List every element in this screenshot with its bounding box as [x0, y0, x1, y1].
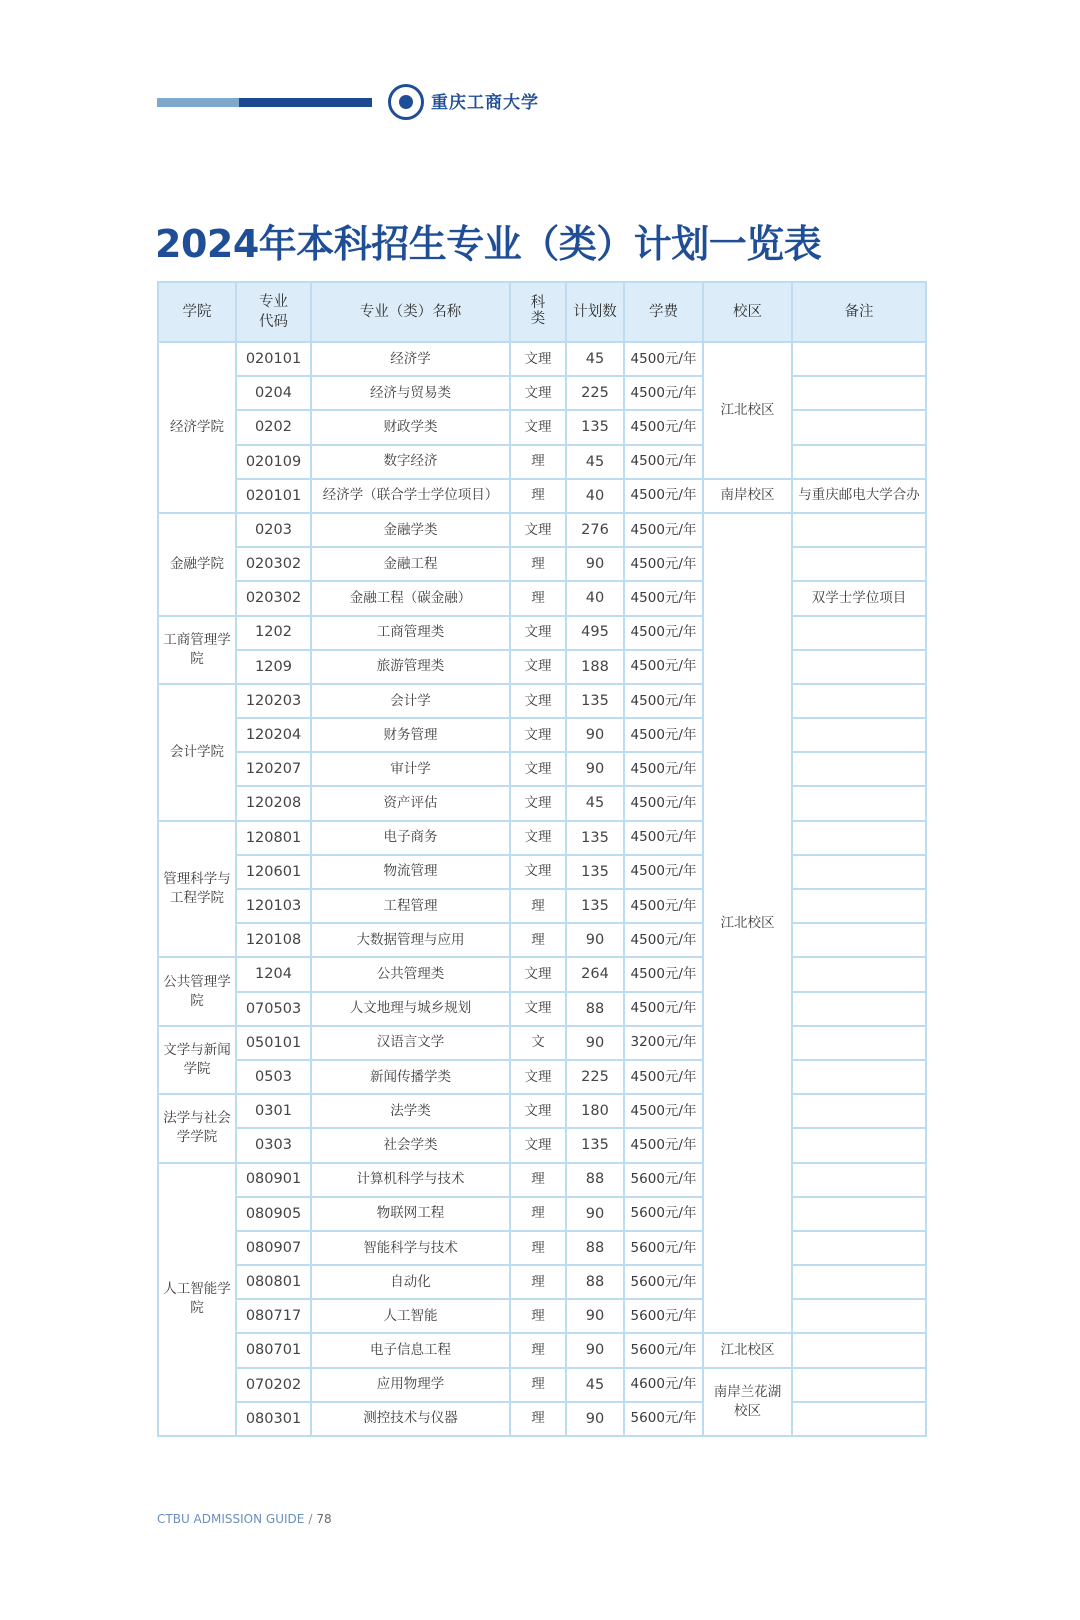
- major-name-cell: 旅游管理类: [311, 650, 510, 684]
- campus-cell: 江北校区: [703, 513, 792, 1334]
- note-cell: [792, 1060, 926, 1094]
- subject-type-cell: 文理: [510, 992, 566, 1026]
- table-row: [158, 410, 926, 444]
- tuition-cell: 4500元/年: [624, 581, 703, 615]
- subject-type-cell: 理: [510, 1368, 566, 1402]
- major-name-cell: 大数据管理与应用: [311, 923, 510, 957]
- table-row: [158, 1368, 926, 1402]
- major-code-cell: 120204: [236, 718, 311, 752]
- major-name-cell: 人工智能: [311, 1299, 510, 1333]
- major-code-cell: 120208: [236, 786, 311, 820]
- table-row: [158, 786, 926, 820]
- campus-cell: 南岸兰花湖校区: [703, 1368, 792, 1436]
- subject-type-cell: 文理: [510, 821, 566, 855]
- major-code-cell: 1204: [236, 957, 311, 991]
- table-row: [158, 718, 926, 752]
- tuition-cell: 5600元/年: [624, 1231, 703, 1265]
- major-name-cell: 物流管理: [311, 855, 510, 889]
- subject-type-cell: 文理: [510, 650, 566, 684]
- table-row: [158, 1299, 926, 1333]
- table-row: [158, 1094, 926, 1128]
- note-cell: [792, 718, 926, 752]
- major-name-cell: 工商管理类: [311, 616, 510, 650]
- subject-type-cell: 理: [510, 1197, 566, 1231]
- major-name-cell: 汉语言文学: [311, 1026, 510, 1060]
- table-row: [158, 1163, 926, 1197]
- major-name-cell: 法学类: [311, 1094, 510, 1128]
- major-code-cell: 120108: [236, 923, 311, 957]
- college-cell: 经济学院: [158, 342, 236, 513]
- plan-count-cell: 88: [566, 1163, 624, 1197]
- major-name-cell: 资产评估: [311, 786, 510, 820]
- table-row: [158, 1333, 926, 1367]
- tuition-cell: 4500元/年: [624, 410, 703, 444]
- col-header-fee: 学费: [624, 282, 703, 342]
- col-header-plan: 计划数: [566, 282, 624, 342]
- major-code-cell: 0204: [236, 376, 311, 410]
- college-cell: 工商管理学院: [158, 616, 236, 684]
- tuition-cell: 5600元/年: [624, 1402, 703, 1436]
- subject-type-cell: 理: [510, 1333, 566, 1367]
- subject-type-cell: 文理: [510, 342, 566, 376]
- tuition-cell: 4500元/年: [624, 821, 703, 855]
- tuition-cell: 4500元/年: [624, 684, 703, 718]
- subject-type-cell: 理: [510, 1265, 566, 1299]
- subject-type-cell: 理: [510, 1163, 566, 1197]
- major-name-cell: 工程管理: [311, 889, 510, 923]
- table-row: [158, 376, 926, 410]
- note-cell: [792, 1402, 926, 1436]
- major-name-cell: 金融工程: [311, 547, 510, 581]
- major-name-cell: 公共管理类: [311, 957, 510, 991]
- subject-type-cell: 文理: [510, 513, 566, 547]
- college-cell: 法学与社会学学院: [158, 1094, 236, 1162]
- college-cell: 人工智能学院: [158, 1163, 236, 1437]
- major-name-cell: 会计学: [311, 684, 510, 718]
- major-name-cell: 自动化: [311, 1265, 510, 1299]
- plan-count-cell: 40: [566, 581, 624, 615]
- subject-type-cell: 文理: [510, 1060, 566, 1094]
- major-code-cell: 050101: [236, 1026, 311, 1060]
- table-row: [158, 992, 926, 1026]
- major-code-cell: 1209: [236, 650, 311, 684]
- table-row: [158, 445, 926, 479]
- major-code-cell: 0303: [236, 1128, 311, 1162]
- footer-guide: CTBU ADMISSION GUIDE: [157, 1512, 305, 1526]
- table-row: [158, 821, 926, 855]
- subject-type-cell: 理: [510, 581, 566, 615]
- table-row: [158, 1197, 926, 1231]
- table-row: [158, 684, 926, 718]
- note-cell: [792, 1197, 926, 1231]
- note-cell: 双学士学位项目: [792, 581, 926, 615]
- major-code-cell: 080905: [236, 1197, 311, 1231]
- major-code-cell: 080717: [236, 1299, 311, 1333]
- plan-count-cell: 90: [566, 752, 624, 786]
- plan-count-cell: 135: [566, 684, 624, 718]
- plan-count-cell: 45: [566, 342, 624, 376]
- note-cell: [792, 855, 926, 889]
- table-row: [158, 1265, 926, 1299]
- table-row: [158, 957, 926, 991]
- tuition-cell: 4500元/年: [624, 547, 703, 581]
- subject-type-cell: 文理: [510, 410, 566, 444]
- campus-cell: 江北校区: [703, 1333, 792, 1367]
- table-row: [158, 479, 926, 513]
- tuition-cell: 4500元/年: [624, 445, 703, 479]
- subject-type-cell: 文理: [510, 855, 566, 889]
- major-name-cell: 经济与贸易类: [311, 376, 510, 410]
- tuition-cell: 4500元/年: [624, 650, 703, 684]
- table-row: [158, 1231, 926, 1265]
- plan-count-cell: 135: [566, 889, 624, 923]
- col-header-campus: 校区: [703, 282, 792, 342]
- note-cell: [792, 923, 926, 957]
- page-number: 78: [316, 1512, 332, 1526]
- table-row: [158, 1402, 926, 1436]
- plan-count-cell: 90: [566, 1299, 624, 1333]
- col-header-major: 专业（类）名称: [311, 282, 510, 342]
- tuition-cell: 4500元/年: [624, 376, 703, 410]
- subject-type-cell: 理: [510, 923, 566, 957]
- col-header-college: 学院: [158, 282, 236, 342]
- table-row: [158, 581, 926, 615]
- college-cell: 会计学院: [158, 684, 236, 821]
- campus-cell: 南岸校区: [703, 479, 792, 513]
- note-cell: [792, 1094, 926, 1128]
- plan-count-cell: 225: [566, 1060, 624, 1094]
- plan-count-cell: 90: [566, 1197, 624, 1231]
- major-name-cell: 智能科学与技术: [311, 1231, 510, 1265]
- table-row: [158, 616, 926, 650]
- major-code-cell: 1202: [236, 616, 311, 650]
- major-name-cell: 社会学类: [311, 1128, 510, 1162]
- university-logo: [388, 84, 539, 122]
- table-row: [158, 923, 926, 957]
- note-cell: [792, 1333, 926, 1367]
- plan-count-cell: 45: [566, 1368, 624, 1402]
- note-cell: [792, 1368, 926, 1402]
- note-cell: [792, 547, 926, 581]
- major-name-cell: 审计学: [311, 752, 510, 786]
- table-row: [158, 1128, 926, 1162]
- college-cell: 文学与新闻学院: [158, 1026, 236, 1094]
- major-name-cell: 数字经济: [311, 445, 510, 479]
- note-cell: [792, 513, 926, 547]
- col-header-type: [510, 282, 566, 342]
- subject-type-cell: 文理: [510, 957, 566, 991]
- major-code-cell: 020101: [236, 342, 311, 376]
- college-cell: 管理科学与工程学院: [158, 821, 236, 958]
- subject-type-cell: 文理: [510, 1128, 566, 1162]
- table-row: [158, 855, 926, 889]
- plan-count-cell: 90: [566, 1333, 624, 1367]
- table-row: [158, 1060, 926, 1094]
- college-cell: 公共管理学院: [158, 957, 236, 1025]
- major-name-cell: 应用物理学: [311, 1368, 510, 1402]
- table-row: [158, 342, 926, 376]
- campus-cell: 江北校区: [703, 342, 792, 479]
- major-code-cell: 0202: [236, 410, 311, 444]
- tuition-cell: 4500元/年: [624, 1094, 703, 1128]
- subject-type-cell: 文理: [510, 1094, 566, 1128]
- plan-count-cell: 264: [566, 957, 624, 991]
- note-cell: [792, 650, 926, 684]
- tuition-cell: 5600元/年: [624, 1265, 703, 1299]
- major-code-cell: 020302: [236, 581, 311, 615]
- tuition-cell: 4500元/年: [624, 957, 703, 991]
- tuition-cell: 5600元/年: [624, 1197, 703, 1231]
- tuition-cell: 4500元/年: [624, 889, 703, 923]
- table-header-row: [158, 282, 926, 342]
- tuition-cell: 4500元/年: [624, 752, 703, 786]
- major-name-cell: 金融工程（碳金融）: [311, 581, 510, 615]
- subject-type-cell: 文: [510, 1026, 566, 1060]
- note-cell: [792, 1163, 926, 1197]
- table-row: [158, 650, 926, 684]
- note-cell: [792, 957, 926, 991]
- note-cell: [792, 1299, 926, 1333]
- logo-text: 重庆工商大学: [431, 93, 539, 113]
- major-code-cell: 020109: [236, 445, 311, 479]
- plan-count-cell: 225: [566, 376, 624, 410]
- major-code-cell: 120203: [236, 684, 311, 718]
- subject-type-cell: 理: [510, 1299, 566, 1333]
- major-code-cell: 020101: [236, 479, 311, 513]
- subject-type-cell: 理: [510, 445, 566, 479]
- tuition-cell: 4500元/年: [624, 342, 703, 376]
- major-name-cell: 人文地理与城乡规划: [311, 992, 510, 1026]
- note-cell: [792, 410, 926, 444]
- major-name-cell: 物联网工程: [311, 1197, 510, 1231]
- plan-count-cell: 90: [566, 1026, 624, 1060]
- tuition-cell: 4500元/年: [624, 513, 703, 547]
- table-row: [158, 752, 926, 786]
- tuition-cell: 4500元/年: [624, 1128, 703, 1162]
- major-code-cell: 0301: [236, 1094, 311, 1128]
- note-cell: [792, 889, 926, 923]
- plan-count-cell: 180: [566, 1094, 624, 1128]
- col-header-code: [236, 282, 311, 342]
- major-name-cell: 测控技术与仪器: [311, 1402, 510, 1436]
- note-cell: [792, 1128, 926, 1162]
- page-title: 2024年本科招生专业（类）计划一览表: [155, 222, 822, 266]
- major-code-cell: 080701: [236, 1333, 311, 1367]
- major-name-cell: 计算机科学与技术: [311, 1163, 510, 1197]
- subject-type-cell: 理: [510, 479, 566, 513]
- table-row: [158, 889, 926, 923]
- plan-count-cell: 45: [566, 445, 624, 479]
- major-code-cell: 080907: [236, 1231, 311, 1265]
- major-code-cell: 120103: [236, 889, 311, 923]
- table-row: [158, 1026, 926, 1060]
- major-code-cell: 120207: [236, 752, 311, 786]
- header-bar-light: [157, 98, 239, 107]
- major-name-cell: 金融学类: [311, 513, 510, 547]
- major-code-cell: 0203: [236, 513, 311, 547]
- note-cell: [792, 821, 926, 855]
- plan-count-cell: 88: [566, 1231, 624, 1265]
- major-code-cell: 070503: [236, 992, 311, 1026]
- subject-type-cell: 文理: [510, 786, 566, 820]
- header-bar-dark: [239, 98, 372, 107]
- plan-count-cell: 135: [566, 855, 624, 889]
- admission-plan-table-wrap: [157, 281, 925, 1437]
- subject-type-cell: 文理: [510, 684, 566, 718]
- note-cell: [792, 1265, 926, 1299]
- tuition-cell: 4500元/年: [624, 855, 703, 889]
- major-name-cell: 电子信息工程: [311, 1333, 510, 1367]
- footer: [157, 1512, 332, 1526]
- table-row: [158, 547, 926, 581]
- note-cell: [792, 445, 926, 479]
- major-code-cell: 070202: [236, 1368, 311, 1402]
- tuition-cell: 5600元/年: [624, 1333, 703, 1367]
- major-name-cell: 财务管理: [311, 718, 510, 752]
- tuition-cell: 4500元/年: [624, 786, 703, 820]
- plan-count-cell: 88: [566, 992, 624, 1026]
- plan-count-cell: 188: [566, 650, 624, 684]
- plan-count-cell: 135: [566, 410, 624, 444]
- plan-count-cell: 90: [566, 923, 624, 957]
- tuition-cell: 5600元/年: [624, 1299, 703, 1333]
- plan-count-cell: 90: [566, 547, 624, 581]
- tuition-cell: 4500元/年: [624, 616, 703, 650]
- plan-count-cell: 90: [566, 1402, 624, 1436]
- note-cell: [792, 786, 926, 820]
- subject-type-cell: 理: [510, 1231, 566, 1265]
- note-cell: [792, 752, 926, 786]
- footer-separator: /: [308, 1512, 313, 1526]
- note-cell: [792, 1231, 926, 1265]
- col-header-type-text: 科类: [530, 294, 546, 328]
- tuition-cell: 4500元/年: [624, 479, 703, 513]
- plan-count-cell: 495: [566, 616, 624, 650]
- table-body: [158, 342, 926, 1436]
- tuition-cell: 4500元/年: [624, 1060, 703, 1094]
- note-cell: [792, 1026, 926, 1060]
- plan-count-cell: 88: [566, 1265, 624, 1299]
- subject-type-cell: 理: [510, 547, 566, 581]
- college-cell: 金融学院: [158, 513, 236, 616]
- col-header-code-text: 专业代码: [259, 293, 288, 330]
- tuition-cell: 3200元/年: [624, 1026, 703, 1060]
- plan-count-cell: 276: [566, 513, 624, 547]
- tuition-cell: 4500元/年: [624, 992, 703, 1026]
- plan-count-cell: 45: [566, 786, 624, 820]
- admission-plan-table: [157, 281, 927, 1437]
- major-name-cell: 财政学类: [311, 410, 510, 444]
- tuition-cell: 4500元/年: [624, 718, 703, 752]
- note-cell: [792, 342, 926, 376]
- note-cell: [792, 992, 926, 1026]
- major-code-cell: 120801: [236, 821, 311, 855]
- subject-type-cell: 理: [510, 1402, 566, 1436]
- note-cell: 与重庆邮电大学合办: [792, 479, 926, 513]
- note-cell: [792, 376, 926, 410]
- major-name-cell: 新闻传播学类: [311, 1060, 510, 1094]
- major-code-cell: 120601: [236, 855, 311, 889]
- subject-type-cell: 文理: [510, 752, 566, 786]
- note-cell: [792, 684, 926, 718]
- major-name-cell: 经济学: [311, 342, 510, 376]
- plan-count-cell: 40: [566, 479, 624, 513]
- subject-type-cell: 理: [510, 889, 566, 923]
- major-code-cell: 080801: [236, 1265, 311, 1299]
- subject-type-cell: 文理: [510, 616, 566, 650]
- subject-type-cell: 文理: [510, 376, 566, 410]
- subject-type-cell: 文理: [510, 718, 566, 752]
- major-name-cell: 经济学（联合学士学位项目）: [311, 479, 510, 513]
- major-code-cell: 080901: [236, 1163, 311, 1197]
- note-cell: [792, 616, 926, 650]
- col-header-note: 备注: [792, 282, 926, 342]
- table-row: [158, 513, 926, 547]
- major-code-cell: 0503: [236, 1060, 311, 1094]
- tuition-cell: 5600元/年: [624, 1163, 703, 1197]
- tuition-cell: 4500元/年: [624, 923, 703, 957]
- major-code-cell: 080301: [236, 1402, 311, 1436]
- major-code-cell: 020302: [236, 547, 311, 581]
- plan-count-cell: 90: [566, 718, 624, 752]
- plan-count-cell: 135: [566, 821, 624, 855]
- major-name-cell: 电子商务: [311, 821, 510, 855]
- tuition-cell: 4600元/年: [624, 1368, 703, 1402]
- plan-count-cell: 135: [566, 1128, 624, 1162]
- university-emblem-icon: [388, 84, 424, 120]
